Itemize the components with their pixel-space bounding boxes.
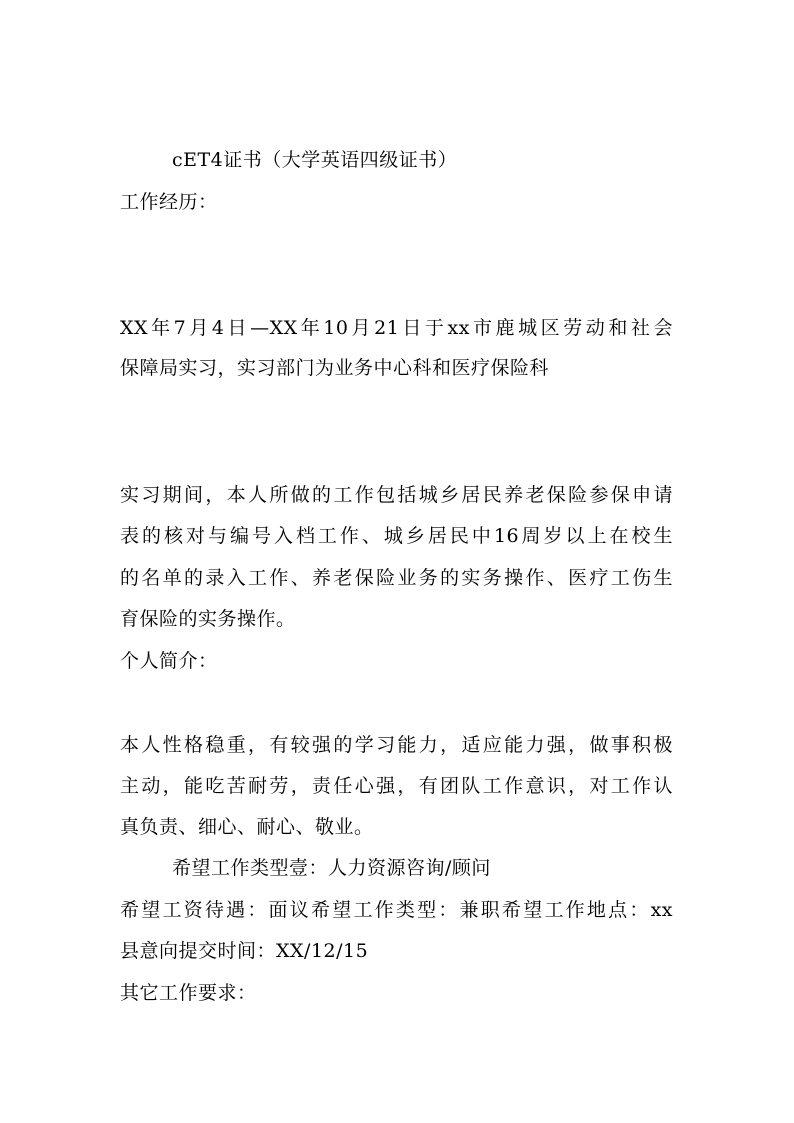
work-history-heading: 工作经历： xyxy=(120,191,218,213)
work-history-line-2: 保障局实习，实习部门为业务中心科和医疗保险科 xyxy=(120,357,550,379)
internship-line-1: 实习期间，本人所做的工作包括城乡居民养老保险参保申请 xyxy=(120,484,673,506)
internship-line-4: 育保险的实务操作。 xyxy=(120,608,296,630)
work-history-line-1: XX年7月4日—XX年10月21日于xx市鹿城区劳动和社会 xyxy=(120,317,673,339)
profile-line-3: 真负责、细心、耐心、敬业。 xyxy=(120,816,374,838)
profile-line-2: 主动，能吃苦耐劳，责任心强，有团队工作意识，对工作认 xyxy=(120,775,673,797)
profile-line-1: 本人性格稳重，有较强的学习能力，适应能力强，做事积极 xyxy=(120,734,673,756)
other-requirements-heading: 其它工作要求： xyxy=(120,982,257,1004)
salary-line: 希望工资待遇：面议希望工作类型：兼职希望工作地点：xx xyxy=(120,899,673,921)
internship-line-3: 的名单的录入工作、养老保险业务的实务操作、医疗工伤生 xyxy=(120,567,673,589)
desired-job-type-line: 希望工作类型壹：人力资源咨询/顾问 xyxy=(172,857,491,879)
profile-heading: 个人简介： xyxy=(120,650,218,672)
certificate-line: cET4证书（大学英语四级证书） xyxy=(172,149,458,171)
submit-time-line: 县意向提交时间：XX/12/15 xyxy=(120,940,369,962)
internship-line-2: 表的核对与编号入档工作、城乡居民中16周岁以上在校生 xyxy=(120,525,673,547)
